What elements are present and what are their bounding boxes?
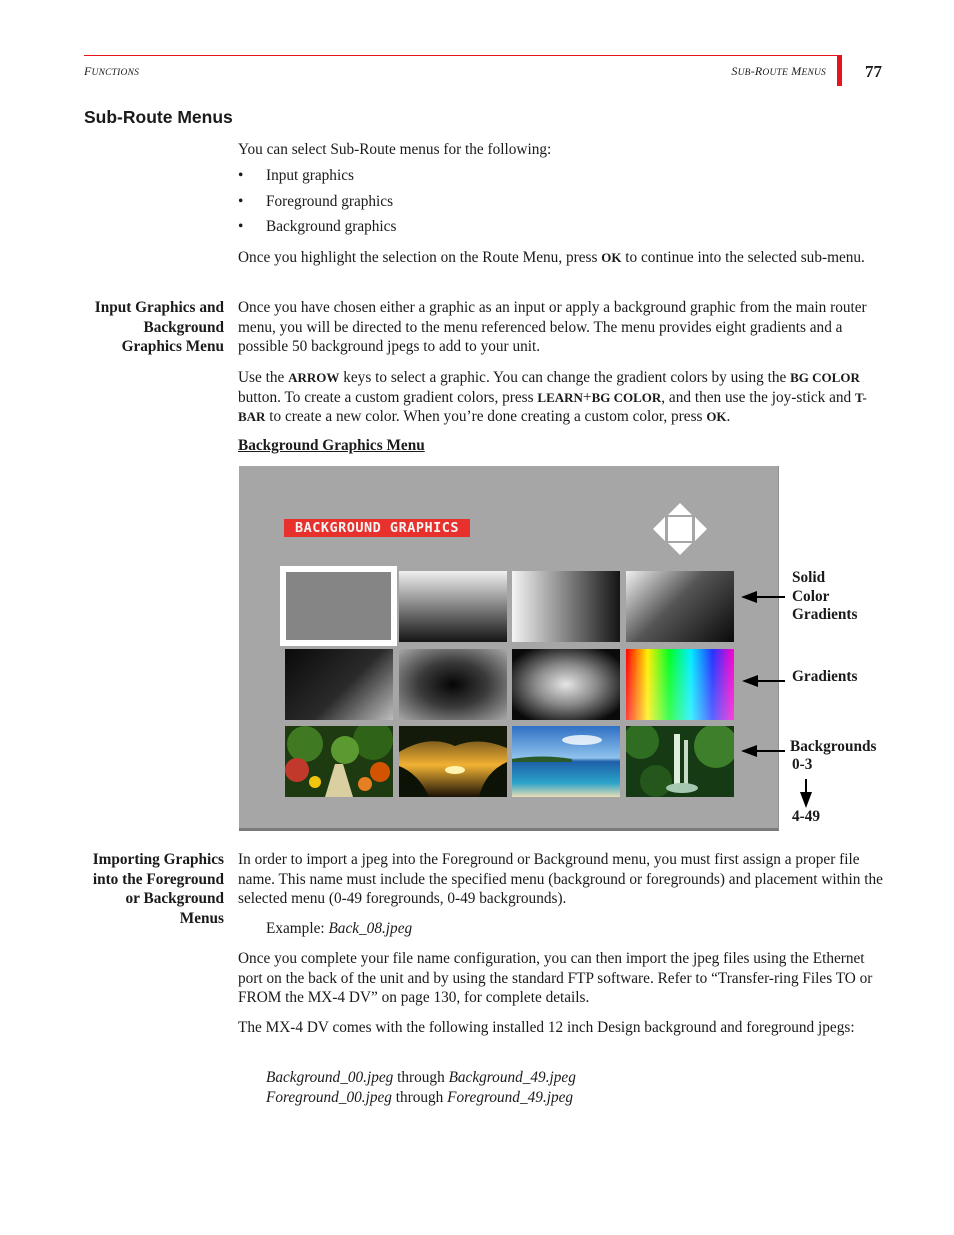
header-section: SUB-ROUTE MENUS — [731, 64, 826, 78]
dpad-arrows-icon — [651, 501, 709, 557]
input-graphics-paragraph: Once you have chosen either a graphic as an input or apply a background graphic from the main router menu, you will be directed to the menu referenced below. The menu provides eight gradients and a possible 50 background jpegs to add to your unit. — [238, 299, 867, 356]
garden-path-photo-tile[interactable] — [285, 726, 393, 797]
header-accent-bar — [837, 55, 842, 86]
horizontal-gradient-tile[interactable] — [512, 571, 620, 642]
ftp-paragraph: Once you complete your file name configuration, you can then import the jpeg files using the Ethernet port on the back of the unit and by using the standard FTP software. Refer to “Transfer-ring Files TO or FROM the MX-4 DV” on page 130, for complete details. — [238, 950, 873, 1007]
callout-arrow-left-icon — [741, 590, 785, 604]
dark-center-gradient-tile[interactable] — [399, 649, 507, 720]
light-center-gradient-tile[interactable] — [512, 649, 620, 720]
diagonal-gradient-tile[interactable] — [626, 571, 734, 642]
callout-range-end: 4-49 — [792, 808, 821, 825]
callout-range-start: 0-3 — [792, 756, 813, 773]
background-range-line: Background_00.jpeg through Background_49.jpeg — [266, 1069, 576, 1086]
arrow-keys-paragraph: Use the ARROW keys to select a graphic. You can change the gradient colors by using the BG COLOR button. To create a custom gradient colors, press LEARN+BG COLOR, and then use the joy-stick and T-BAR to create a new color. When you’re done creating a custom color, press OK. — [238, 369, 867, 426]
side-heading-input-graphics: Input Graphics and Background Graphics Menu — [94, 299, 224, 356]
callout-arrow-left-icon — [742, 674, 785, 688]
callout-backgrounds: Backgrounds — [790, 738, 877, 755]
waterfall-jungle-photo-tile[interactable] — [626, 726, 734, 797]
intro-once-paragraph: Once you highlight the selection on the Route Menu, press OK to continue into the selected sub-menu. — [238, 249, 865, 266]
callout-gradients: Gradients — [792, 668, 858, 685]
section-title: Sub-Route Menus — [84, 107, 233, 127]
page-number: 77 — [865, 62, 882, 81]
side-heading-importing-graphics: Importing Graphics into the Foreground or Background Menus — [92, 851, 224, 927]
corner-gradient-tile[interactable] — [285, 649, 393, 720]
callout-arrow-down-icon — [799, 779, 813, 808]
intro-lead: You can select Sub-Route menus for the following: — [238, 141, 552, 158]
vertical-gradient-tile[interactable] — [399, 571, 507, 642]
example-line: Example: Back_08.jpeg — [266, 920, 413, 937]
ocean-beach-photo-tile[interactable] — [512, 726, 620, 797]
foreground-range-line: Foreground_00.jpeg through Foreground_49.jpeg — [266, 1089, 574, 1106]
solid-gray-tile[interactable] — [280, 566, 397, 646]
sunset-cove-photo-tile[interactable] — [399, 726, 507, 797]
menu-title-banner: BACKGROUND GRAPHICS — [284, 519, 470, 537]
installed-jpegs-paragraph: The MX-4 DV comes with the following installed 12 inch Design background and foreground jpegs: — [238, 1019, 855, 1036]
header-rule — [84, 55, 840, 56]
rainbow-gradient-tile[interactable] — [626, 649, 734, 720]
importing-paragraph: In order to import a jpeg into the Foreground or Background menu, you must first assign a proper file name. This name must include the specified menu (background or foregrounds) and placement within the selected menu (0-49 foregrounds, 0-49 backgrounds). — [238, 851, 883, 908]
callout-solid-color-gradients: Solid Color Gradients — [792, 569, 858, 623]
header-chapter: FUNCTIONS — [84, 64, 140, 78]
callout-arrow-left-icon — [741, 744, 785, 758]
figure-caption: Background Graphics Menu — [238, 437, 425, 454]
